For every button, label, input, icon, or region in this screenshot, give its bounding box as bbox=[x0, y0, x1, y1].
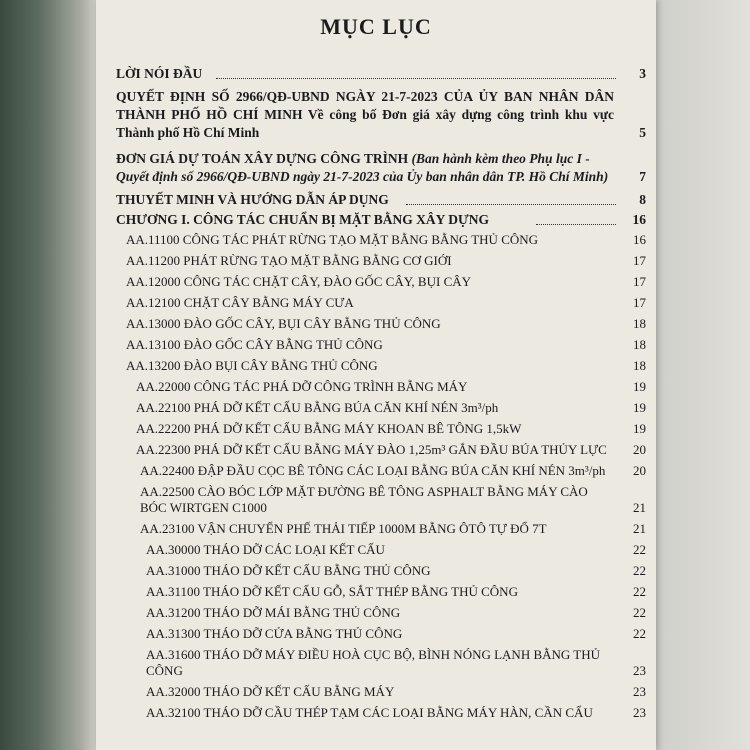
toc-entry-text: AA.13100 ĐÀO GỐC CÂY BẰNG THỦ CÔNG bbox=[126, 337, 383, 352]
toc-entry-text: AA.22100 PHÁ DỠ KẾT CẤU BẰNG BÚA CĂN KHÍ NÉN 3m³/ph bbox=[136, 400, 499, 415]
toc-entry-text: AA.13200 ĐÀO BỤI CÂY BẰNG THỦ CÔNG bbox=[126, 358, 378, 373]
toc-entry-text: CHƯƠNG I. CÔNG TÁC CHUẨN BỊ MẶT BẰNG XÂY DỰNG bbox=[116, 212, 490, 227]
toc-page-number: 17 bbox=[633, 295, 646, 310]
toc-entry bbox=[146, 647, 646, 679]
toc-page-number: 19 bbox=[633, 379, 646, 394]
toc-entry bbox=[126, 253, 646, 269]
toc-page-number: 23 bbox=[633, 705, 646, 720]
toc-page-number: 3 bbox=[639, 66, 646, 81]
toc-page-number: 21 bbox=[633, 521, 646, 536]
toc-entry-text: AA.23100 VẬN CHUYỂN PHẾ THẢI TIẾP 1000M BẰNG ÔTÔ TỰ ĐỔ 7T bbox=[140, 521, 547, 536]
book-spine-shadow bbox=[0, 0, 96, 750]
toc-entry-text: AA.12000 CÔNG TÁC CHẶT CÂY, ĐÀO GỐC CÂY, BỤI CÂY bbox=[126, 274, 472, 289]
toc-page-number: 23 bbox=[633, 684, 646, 699]
toc-entry bbox=[140, 463, 646, 479]
toc-entry bbox=[136, 379, 646, 395]
toc-entry-text: AA.12100 CHẶT CÂY BẰNG MÁY CƯA bbox=[126, 295, 354, 310]
toc-entry-text: THUYẾT MINH VÀ HƯỚNG DẪN ÁP DỤNG bbox=[116, 192, 389, 207]
toc-entry-text: AA.11200 PHÁT RỪNG TẠO MẶT BẰNG BẰNG CƠ GIỚI bbox=[126, 253, 452, 268]
toc-page bbox=[96, 0, 656, 750]
dot-leader bbox=[216, 78, 616, 79]
toc-entry bbox=[136, 442, 646, 458]
toc-page-number: 7 bbox=[639, 169, 646, 184]
toc-entry bbox=[140, 484, 646, 516]
toc-entry-text: AA.31600 THÁO DỠ MÁY ĐIỀU HOÀ CỤC BỘ, BÌNH NÓNG LẠNH BẰNG THỦ CÔNG bbox=[146, 647, 601, 678]
toc-page-number: 20 bbox=[633, 442, 646, 457]
toc-page-number: 22 bbox=[633, 542, 646, 557]
toc-page-number: 22 bbox=[633, 584, 646, 599]
toc-entry-text: LỜI NÓI ĐẦU bbox=[116, 66, 203, 81]
toc-entry bbox=[116, 150, 646, 186]
toc-entry bbox=[126, 232, 646, 248]
toc-entry-text: AA.22200 PHÁ DỠ KẾT CẤU BẰNG MÁY KHOAN BÊ TÔNG 1,5kW bbox=[136, 421, 522, 436]
toc-entry bbox=[126, 295, 646, 311]
toc-page-number: 21 bbox=[633, 500, 646, 515]
toc-entry-text: AA.13000 ĐÀO GỐC CÂY, BỤI CÂY BẰNG THỦ CÔNG bbox=[126, 316, 441, 331]
toc-entry bbox=[146, 584, 646, 600]
toc-entry bbox=[116, 88, 646, 142]
toc-entry bbox=[136, 421, 646, 437]
toc-page-number: 22 bbox=[633, 605, 646, 620]
toc-entry-text: QUYẾT ĐỊNH SỐ 2966/QĐ-UBND NGÀY 21-7-2023 CỦA ỦY BAN NHÂN DÂN THÀNH PHỐ HỒ CHÍ MINH Về công bố Đơn giá xây dựng công trình khu vực Thành phố Hồ Chí Minh bbox=[116, 89, 614, 140]
toc-page-number: 16 bbox=[632, 212, 646, 227]
toc-entry bbox=[146, 684, 646, 700]
toc-page-number: 17 bbox=[633, 274, 646, 289]
toc-entry-text: AA.32100 THÁO DỠ CẦU THÉP TẠM CÁC LOẠI BẰNG MÁY HÀN, CẦN CẨU bbox=[146, 705, 593, 720]
toc-entry-text: AA.31300 THÁO DỠ CỬA BẰNG THỦ CÔNG bbox=[146, 626, 403, 641]
toc-page-number: 18 bbox=[633, 316, 646, 331]
toc-entry bbox=[146, 626, 646, 642]
page-edge bbox=[656, 0, 750, 750]
toc-entry-text: AA.31000 THÁO DỠ KẾT CẤU BẰNG THỦ CÔNG bbox=[146, 563, 431, 578]
page-title: MỤC LỤC bbox=[320, 14, 432, 39]
toc-entry bbox=[126, 316, 646, 332]
toc-entry bbox=[146, 605, 646, 621]
toc-page-number: 19 bbox=[633, 400, 646, 415]
toc-entry-text: AA.11100 CÔNG TÁC PHÁT RỪNG TẠO MẶT BẰNG BẰNG THỦ CÔNG bbox=[126, 232, 539, 247]
toc-page-number: 18 bbox=[633, 337, 646, 352]
toc-page-number: 20 bbox=[633, 463, 646, 478]
toc-entry-text: AA.31100 THÁO DỠ KẾT CẤU GỖ, SẮT THÉP BẰNG THỦ CÔNG bbox=[146, 584, 518, 599]
toc-entry bbox=[126, 274, 646, 290]
table-of-contents bbox=[116, 66, 646, 726]
toc-entry bbox=[140, 521, 646, 537]
toc-page-number: 22 bbox=[633, 563, 646, 578]
toc-entry-text: AA.22500 CÀO BÓC LỚP MẶT ĐƯỜNG BÊ TÔNG ASPHALT BẰNG MÁY CÀO BÓC WIRTGEN C1000 bbox=[140, 484, 588, 515]
toc-entry-text: AA.22400 ĐẬP ĐẦU CỌC BÊ TÔNG CÁC LOẠI BẰNG BÚA CĂN KHÍ NÉN 3m³/ph bbox=[140, 463, 606, 478]
toc-entry bbox=[146, 563, 646, 579]
toc-entry-text: ĐƠN GIÁ DỰ TOÁN XÂY DỰNG CÔNG TRÌNH bbox=[116, 151, 409, 166]
toc-entry bbox=[116, 212, 646, 228]
toc-entry bbox=[136, 400, 646, 416]
dot-leader bbox=[406, 204, 616, 205]
toc-entry bbox=[146, 542, 646, 558]
toc-page-number: 22 bbox=[633, 626, 646, 641]
toc-page-number: 17 bbox=[633, 253, 646, 268]
toc-page-number: 16 bbox=[633, 232, 646, 247]
toc-entry-text: AA.31200 THÁO DỠ MÁI BẰNG THỦ CÔNG bbox=[146, 605, 401, 620]
toc-page-number: 8 bbox=[639, 192, 646, 207]
toc-page-number: 19 bbox=[633, 421, 646, 436]
toc-page-number: 23 bbox=[633, 663, 646, 678]
toc-entry bbox=[126, 358, 646, 374]
dot-leader bbox=[536, 224, 616, 225]
toc-entry-text: AA.30000 THÁO DỠ CÁC LOẠI KẾT CẤU bbox=[146, 542, 385, 557]
toc-page-number: 5 bbox=[639, 125, 646, 140]
toc-entry-text: AA.22000 CÔNG TÁC PHÁ DỠ CÔNG TRÌNH BẰNG MÁY bbox=[136, 379, 468, 394]
toc-page-number: 18 bbox=[633, 358, 646, 373]
toc-entry-note: (Ban hành kèm theo Phụ lục I - Quyết định số 2966/QĐ-UBND ngày 21-7-2023 của Ủy ban nhân dân TP. Hồ Chí Minh) bbox=[116, 151, 609, 184]
toc-entry bbox=[116, 66, 646, 82]
toc-entry-text: AA.32000 THÁO DỠ KẾT CẤU BẰNG MÁY bbox=[146, 684, 395, 699]
toc-entry-text: AA.22300 PHÁ DỠ KẾT CẤU BẰNG MÁY ĐÀO 1,25m³ GẮN ĐẦU BÚA THỦY LỰC bbox=[136, 442, 607, 457]
toc-entry bbox=[116, 192, 646, 208]
toc-entry bbox=[126, 337, 646, 353]
toc-entry bbox=[146, 705, 646, 721]
